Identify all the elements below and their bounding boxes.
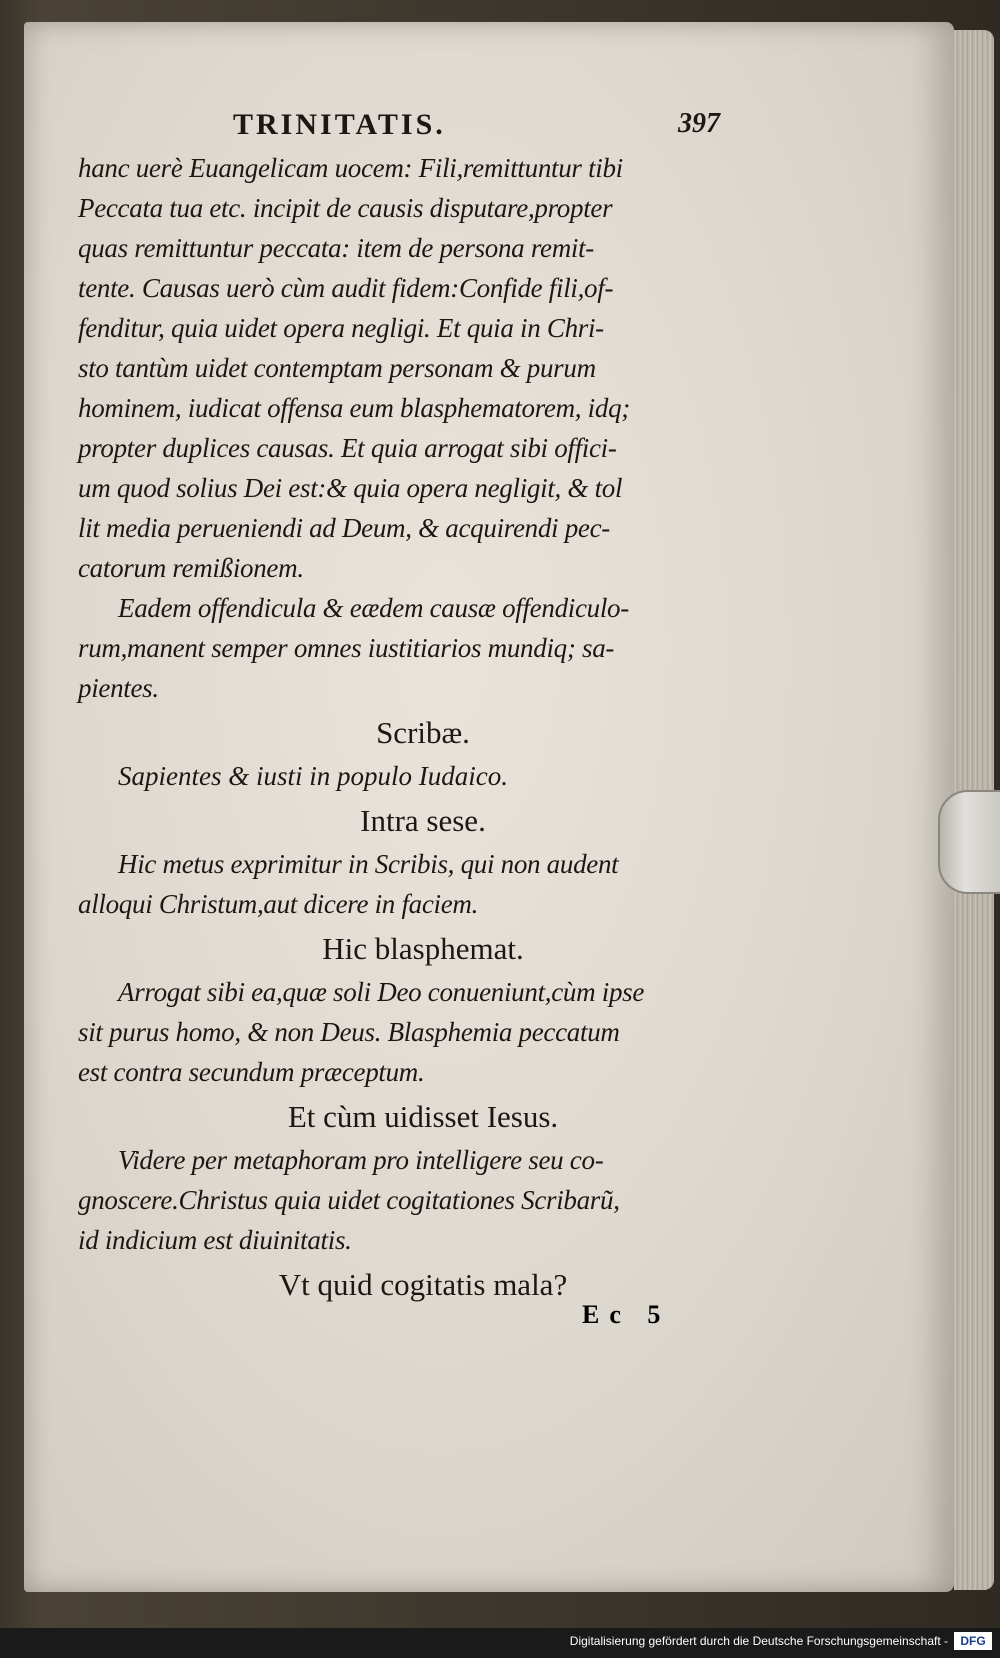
text-line: tente. Causas uerò cùm audit fidem:Confide fili,of- (78, 273, 614, 303)
text-line: propter duplices causas. Et quia arrogat sibi offici- (78, 433, 617, 463)
signature-mark: Ec 5 (582, 1300, 671, 1329)
bookmark-clip (938, 790, 1000, 894)
text-line: Peccata tua etc. incipit de causis disputare,propter (78, 193, 613, 223)
text-line: lit media perueniendi ad Deum, & acquirendi pec- (78, 513, 610, 543)
heading-hic-blasphemat: Hic blasphemat. (322, 931, 524, 966)
page-header (78, 108, 768, 148)
scribae-text: Sapientes & iusti in populo Iudaico. (118, 761, 508, 791)
heading-et-cum-uidisset: Et cùm uidisset Iesus. (287, 1099, 559, 1134)
footer-credit: Digitalisierung gefördert durch die Deutsche Forschungsgemeinschaft - (569, 1634, 948, 1648)
page-number: 397 (678, 108, 720, 139)
heading-vt-quid: Vt quid cogitatis mala? (278, 1267, 568, 1302)
running-head: TRINITATIS. (233, 108, 446, 141)
text-line: alloqui Christum,aut dicere in faciem. (78, 889, 479, 919)
text-line: pientes. (78, 673, 159, 703)
text-line: sit purus homo, & non Deus. Blasphemia peccatum (78, 1017, 620, 1047)
dfg-logo: DFG (954, 1632, 992, 1650)
text-line: rum,manent semper omnes iustitiarios mundiq; sa- (78, 633, 615, 663)
text-line: Videre per metaphoram pro intelligere seu co- (118, 1145, 604, 1175)
heading-intra-sese: Intra sese. (360, 803, 486, 838)
text-line: sto tantùm uidet contemptam personam & purum (78, 353, 596, 383)
text-line: est contra secundum præceptum. (78, 1057, 425, 1087)
paragraph-2 (78, 588, 768, 708)
text-line: hominem, iudicat offensa eum blasphematorem, idq; (78, 393, 630, 423)
text-line: catorum remißionem. (78, 553, 304, 583)
text-line: fenditur, quia uidet opera negligi. Et quia in Chri- (78, 313, 604, 343)
text-line: id indicium est diuinitatis. (78, 1225, 352, 1255)
text-line: quas remittuntur peccata: item de persona remit- (78, 233, 595, 263)
text-line: Eadem offendicula & eædem causæ offendiculo- (118, 593, 629, 623)
text-line: gnoscere.Christus quia uidet cogitationes Scribarũ, (78, 1185, 620, 1215)
text-line: hanc uerè Euangelicam uocem: Fili,remittuntur tibi (78, 153, 623, 183)
text-line: Arrogat sibi ea,quæ soli Deo conueniunt,cùm ipse (118, 977, 645, 1007)
page-text (78, 108, 768, 1308)
text-line: Hic metus exprimitur in Scribis, qui non audent (118, 849, 619, 879)
text-line: um quod solius Dei est:& quia opera negligit, & tol (78, 473, 623, 503)
paragraph-1 (78, 148, 768, 588)
heading-scribae: Scribæ. (376, 715, 470, 750)
